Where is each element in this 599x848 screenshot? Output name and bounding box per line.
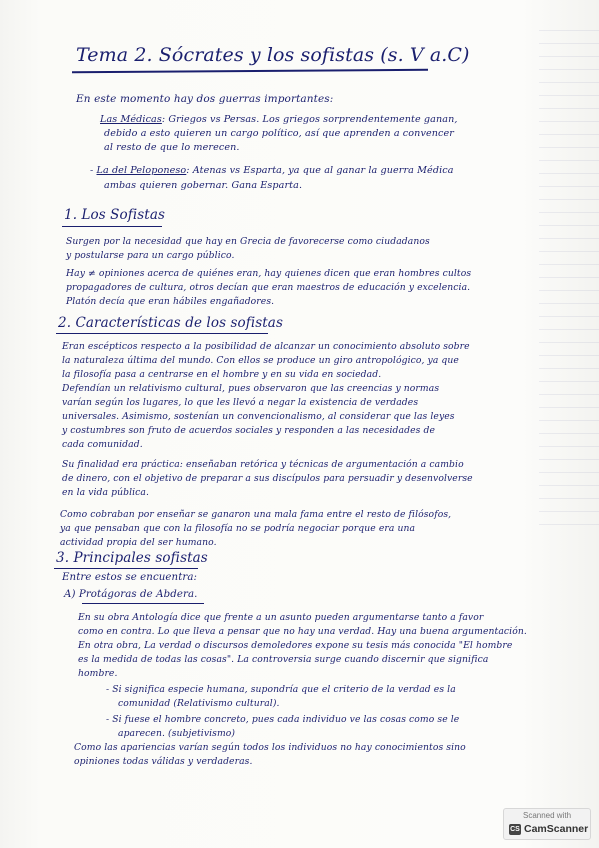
heading-underline: [62, 226, 162, 227]
war-name: Las Médicas: [100, 114, 162, 125]
paragraph-line: opiniones todas válidas y verdaderas.: [74, 756, 253, 767]
heading-underline: [56, 333, 268, 334]
paragraph-line: Platón decía que eran hábiles engañadores.: [66, 296, 275, 307]
bullet-line: - Si fuese el hombre concreto, pues cada individuo ve las cosas como se le: [106, 714, 460, 725]
heading-underline: [54, 568, 198, 569]
section-heading: 3. Principales sofistas: [56, 550, 208, 566]
paragraph-line: En otra obra, La verdad o discursos demoledores expone su tesis más conocida "El hombre: [78, 640, 513, 651]
war-item: - La del Peloponeso: Atenas vs Esparta, ya que al ganar la guerra Médica: [90, 165, 454, 176]
camscanner-logo-icon: CS: [510, 826, 520, 833]
paragraph-line: en la vida pública.: [62, 487, 150, 498]
paragraph-line: como en contra. Lo que lleva a pensar que no hay una verdad. Hay una buena argumentación.: [78, 626, 527, 637]
paragraph-line: Defendían un relativismo cultural, pues observaron que las creencias y normas: [62, 383, 440, 394]
paragraph-line: propagadores de cultura, otros decían que eran maestros de educación y excelencia.: [66, 282, 471, 293]
paragraph-line: de dinero, con el objetivo de preparar a sus discípulos para persuadir y desenvolverse: [62, 473, 473, 484]
war-item: [100, 114, 458, 126]
paragraph-line: actividad propia del ser humano.: [60, 537, 217, 548]
paragraph-line: En su obra Antología dice que frente a un asunto pueden argumentarse tanto a favor: [78, 612, 484, 623]
bullet-line: aparecen. (subjetivismo): [118, 728, 236, 739]
war-line: : Atenas vs Esparta, ya que al ganar la guerra Médica: [186, 165, 454, 176]
paragraph-line: hombre.: [78, 668, 118, 679]
paragraph-line: Entre estos se encuentra:: [62, 572, 198, 583]
paragraph-line: universales. Asimismo, sostenían un convencionalismo, al considerar que las leyes: [62, 411, 455, 422]
war-line: ambas quieren gobernar. Gana Esparta.: [104, 180, 303, 191]
paragraph-line: cada comunidad.: [62, 439, 143, 450]
war-line: al resto de que lo merecen.: [104, 142, 240, 153]
paragraph-line: Como cobraban por enseñar se ganaron una mala fama entre el resto de filósofos,: [60, 509, 452, 520]
paragraph-line: Como las apariencias varían según todos los individuos no hay conocimientos sino: [74, 742, 466, 753]
paragraph-line: y postularse para un cargo público.: [66, 250, 235, 261]
paragraph-line: ya que pensaban que con la filosofía no se podría negociar porque era una: [60, 523, 416, 534]
bullet-line: comunidad (Relativismo cultural).: [118, 698, 280, 709]
war-line: : Griegos vs Persas. Los griegos sorprendentemente ganan,: [161, 114, 458, 125]
paragraph-line: Surgen por la necesidad que hay en Grecia de favorecerse como ciudadanos: [66, 236, 430, 247]
paragraph-line: la naturaleza última del mundo. Con ellos se produce un giro antropológico, ya que: [62, 355, 459, 366]
subheading: A) Protágoras de Abdera.: [64, 589, 198, 600]
paragraph-line: Hay ≠ opiniones acerca de quiénes eran, hay quienes dicen que eran hombres cultos: [66, 268, 472, 279]
paragraph-line: y costumbres son fruto de acuerdos sociales y responden a las necesidades de: [62, 425, 435, 436]
show-through-lines: [539, 30, 599, 530]
title-underline: [72, 69, 428, 73]
watermark-caption: Scanned with: [522, 811, 572, 820]
camscanner-watermark: [503, 808, 591, 840]
paragraph-line: es la medida de todas las cosas". La controversia surge cuando discernir que significa: [78, 654, 489, 665]
war-line: debido a esto quieren un cargo político, así que aprenden a convencer: [104, 128, 454, 139]
bullet-line: - Si significa especie humana, supondría que el criterio de la verdad es la: [106, 684, 456, 695]
section-heading: 2. Características de los sofistas: [58, 315, 283, 331]
page-title: Tema 2. Sócrates y los sofistas (s. V a.C): [76, 44, 470, 66]
intro-line: En este momento hay dos guerras importantes:: [76, 93, 334, 105]
war-name: La del Peloponeso: [96, 165, 187, 176]
paragraph-line: Eran escépticos respecto a la posibilidad de alcanzar un conocimiento absoluto sobre: [62, 341, 470, 352]
subheading-underline: [82, 603, 204, 604]
paragraph-line: Su finalidad era práctica: enseñaban retórica y técnicas de argumentación a cambio: [62, 459, 464, 470]
paragraph-line: la filosofía pasa a centrarse en el hombre y en su vida en sociedad.: [62, 369, 382, 380]
section-heading: 1. Los Sofistas: [64, 207, 166, 223]
watermark-name: CamScanner: [524, 823, 589, 835]
paragraph-line: varían según los lugares, lo que les llevó a negar la existencia de verdades: [62, 397, 419, 408]
